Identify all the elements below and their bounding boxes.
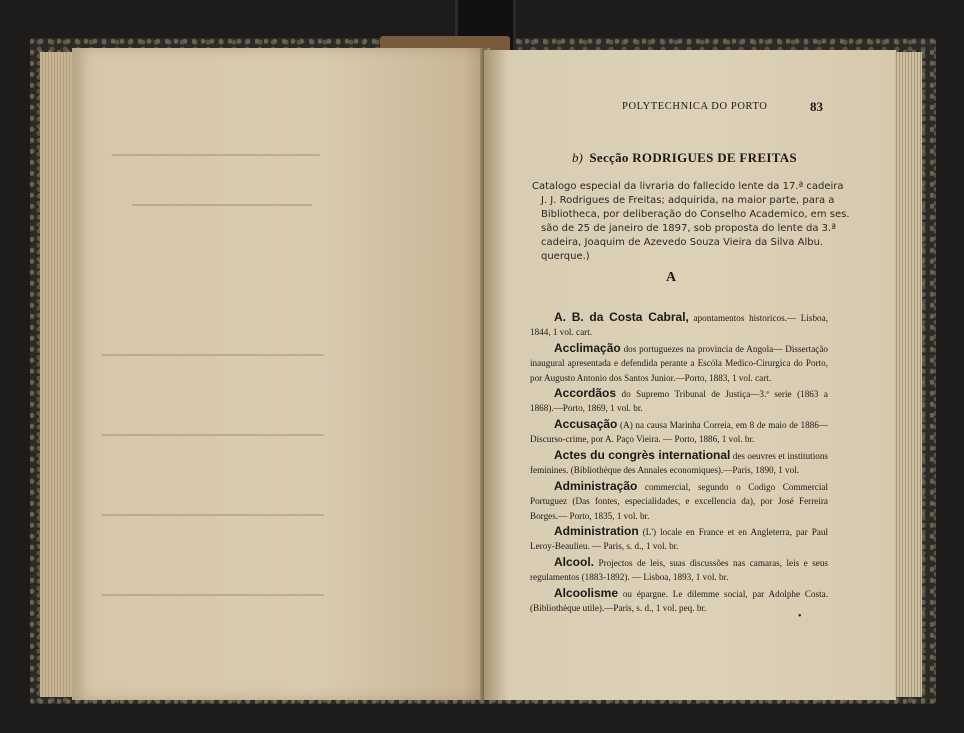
letter-heading: A — [666, 270, 677, 285]
entry-headword: Accordãos — [554, 386, 617, 400]
left-page-edges — [40, 52, 76, 697]
intro-line: Bibliotheca, por deliberação do Conselho Academico, em ses. — [541, 209, 850, 220]
entry-headword: Actes du congrès international — [554, 448, 731, 462]
entry-text: ou épargne. Le dilemme social, par Adolphe Costa. (Bibliothèque utile).—Paris, s. d., 1 vol. peq. br. — [530, 589, 828, 614]
entry-text: commercial, segundo o Codigo Commercial Portuguez (Das fontes, especialidades, e excellencia da), por José Ferreira Borges.— Porto, 1835, 1 vol. br. — [530, 482, 828, 521]
bleed-through-text: ━━━━━━━━━━━━━━━━━━━━━━━━━━━━━━━━ — [102, 590, 324, 602]
entry-headword: Administração — [554, 479, 638, 493]
catalog-entry — [530, 386, 828, 416]
running-head: POLYTECHNICA DO PORTO — [622, 101, 768, 112]
right-page-edges — [894, 52, 922, 697]
catalog-entry — [530, 448, 828, 478]
entry-text: do Supremo Tribunal de Justiça—3.ª serie (1863 a 1868).—Porto, 1869, 1 vol. br. — [530, 389, 828, 414]
catalog-entry — [530, 310, 828, 340]
bleed-through-text: ━━━━━━━━━━━━━━━━━━━━━━━━━━━━━━━━ — [102, 430, 324, 442]
catalog-entry — [530, 555, 828, 585]
entry-text: des oeuvres et institutions feminines. (Bibliothèque des Annales economiques).—Paris, 1890, 1 vol. — [530, 451, 828, 476]
section-prefix: b) — [572, 150, 583, 165]
catalog-entry — [530, 417, 828, 447]
catalog-entry — [530, 341, 828, 385]
entry-headword: Administration — [554, 524, 639, 538]
entry-headword: Acclimação — [554, 341, 621, 355]
intro-line: querque.) — [541, 251, 590, 262]
entry-text: (A) na causa Marinha Correia, em 8 de maio de 1886—Discurso-crime, por A. Paço Vieira. — Porto, 1886, 1 vol. br. — [530, 420, 828, 445]
catalog-entry — [530, 586, 828, 616]
intro-line: são de 25 de janeiro de 1897, sob proposta do lente da 3.ª — [541, 223, 836, 234]
intro-line: cadeira, Joaquim de Azevedo Souza Vieira da Silva Albu. — [541, 237, 824, 248]
entry-headword: Alcoolisme — [554, 586, 619, 600]
entry-text: dos portuguezes na provincia de Angola— Dissertação inaugural apresentada e defendida perante a Escóla Medico-Cirurgica do Porto, por Augusto Antonio dos Santos Junior.—Porto, 1883, 1 vol. cart. — [530, 344, 828, 383]
entry-headword: Alcool. — [554, 555, 595, 569]
entry-headword: Accusação — [554, 417, 618, 431]
bleed-through-text: ━━━━━━━━━━━━━━━━━━━━━━━━━━ — [132, 200, 313, 212]
entry-text: (L') locale en France et en Angleterra, par Paul Leroy-Beaulieu. — Paris, s. d., 1 vol. br. — [530, 527, 828, 552]
catalog-entry — [530, 479, 828, 523]
bleed-through-text: ━━━━━━━━━━━━━━━━━━━━━━━━━━━━━━ — [112, 150, 320, 162]
entry-headword: A. B. da Costa Cabral, — [554, 310, 689, 324]
left-page — [72, 48, 484, 700]
page-number: 83 — [810, 99, 823, 114]
entry-text: Projectos de leis, suas discussões nas camaras, leis e seus regulamentos (1883-1892). — Lisboa, 1893, 1 vol. br. — [530, 558, 828, 583]
intro-line: J. J. Rodrigues de Freitas; adquirida, na maior parte, para a — [541, 195, 835, 206]
section-title — [572, 150, 797, 166]
entry-text: apontamentos historicos.— Lisboa, 1844, 1 vol. cart. — [530, 313, 828, 338]
intro-line: Catalogo especial da livraria do fallecido lente da 17.ª cadeira — [532, 181, 844, 192]
catalog-entry — [530, 524, 828, 554]
footer-mark: • — [798, 611, 802, 622]
bleed-through-text: ━━━━━━━━━━━━━━━━━━━━━━━━━━━━━━━━ — [102, 350, 324, 362]
bleed-through-text: ━━━━━━━━━━━━━━━━━━━━━━━━━━━━━━━━ — [102, 510, 324, 522]
section-title-text: Secção RODRIGUES DE FREITAS — [589, 150, 797, 165]
